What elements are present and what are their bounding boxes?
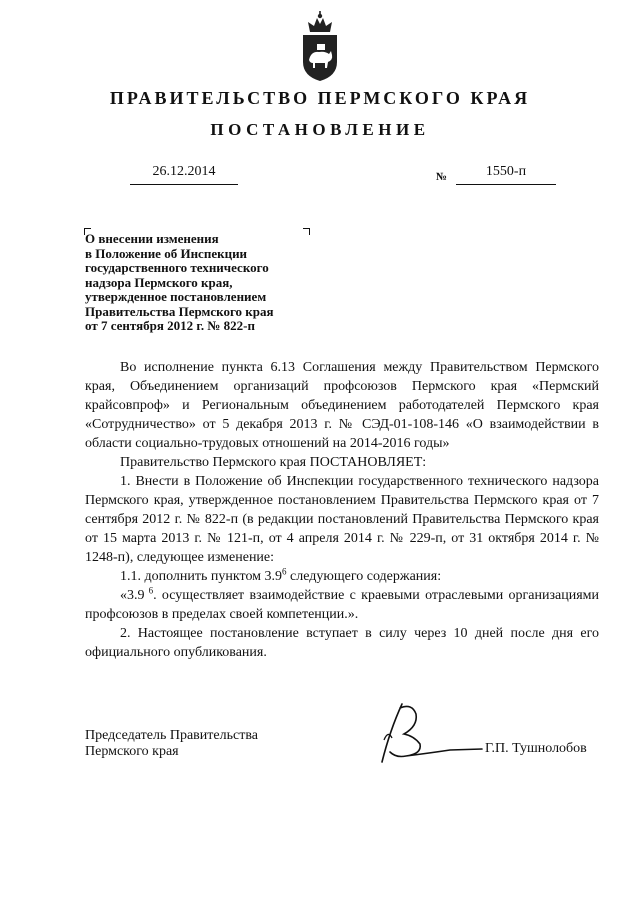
subject-line: Правительства Пермского края xyxy=(85,303,274,319)
clause-1-1-paragraph xyxy=(85,567,599,586)
organization-title: ПРАВИТЕЛЬСТВО ПЕРМСКОГО КРАЯ xyxy=(109,88,531,108)
document-number: 1550-п xyxy=(456,164,556,185)
preamble-paragraph: Во исполнение пункта 6.13 Соглашения между Правительством Пермского края, Объединением организаций профсоюзов Пермского края «Пермский крайсовпроф» и Региональным объединением работодателей Пермского края «Сотрудничество» от 5 декабря 2013 г. № СЭД-01-108-146 «О взаимодействии в области социально-трудовых отношений на 2014-2016 годы» xyxy=(85,360,599,451)
clause-1-paragraph: 1. Внести в Положение об Инспекции государственного технического надзора Пермского края, утвержденное постановлением Правительства Пермского края от 7 сентября 2012 г. № 822-п (в редакции постановлений Правительства Пермского края от 15 марта 2013 г. № 121-п, от 4 апреля 2014 г. № 229-п, от 31 октября 2014 г. № 1248-п), следующее изменение: xyxy=(85,474,599,565)
document-kind: ПОСТАНОВЛЕНИЕ xyxy=(210,120,430,139)
document-body xyxy=(85,358,599,662)
subject-line: утвержденное постановлением xyxy=(85,289,267,304)
subject-line: в Положение об Инспекции xyxy=(85,245,248,261)
number-sign: № xyxy=(436,171,448,183)
signer-position xyxy=(85,728,258,760)
clause-text: следующего содержания: xyxy=(286,569,442,584)
subject-line: О внесении изменения xyxy=(85,231,219,246)
clause-text: 1.1. дополнить пунктом 3.9 xyxy=(120,569,283,584)
resolves-paragraph: Правительство Пермского края ПОСТАНОВЛЯЕТ: xyxy=(120,455,427,470)
superscript: 6 xyxy=(144,585,154,596)
clause-text: . осуществляет взаимодействие с краевыми отраслевыми организациями профсоюзов в пределах своей компетенции.». xyxy=(85,588,600,622)
document-date: 26.12.2014 xyxy=(130,164,238,185)
superscript: 6 xyxy=(282,566,287,577)
subject-line: надзора Пермского края, xyxy=(85,274,233,290)
clause-2-paragraph: 2. Настоящее постановление вступает в силу через 10 дней после дня его официального опубликования. xyxy=(85,626,599,660)
signer-position-line: Председатель Правительства xyxy=(85,728,258,743)
handwritten-signature xyxy=(370,700,485,772)
subject-line: от 7 сентября 2012 г. № 822-п xyxy=(85,318,255,333)
signer-name: Г.П. Тушнолобов xyxy=(485,741,587,756)
document-subject xyxy=(85,232,325,334)
subject-line: государственного технического xyxy=(85,260,269,275)
signer-position-line: Пермского края xyxy=(85,744,179,759)
new-item-paragraph xyxy=(85,586,599,624)
coat-of-arms-icon xyxy=(300,10,340,82)
clause-text: «3.9 xyxy=(120,588,145,603)
